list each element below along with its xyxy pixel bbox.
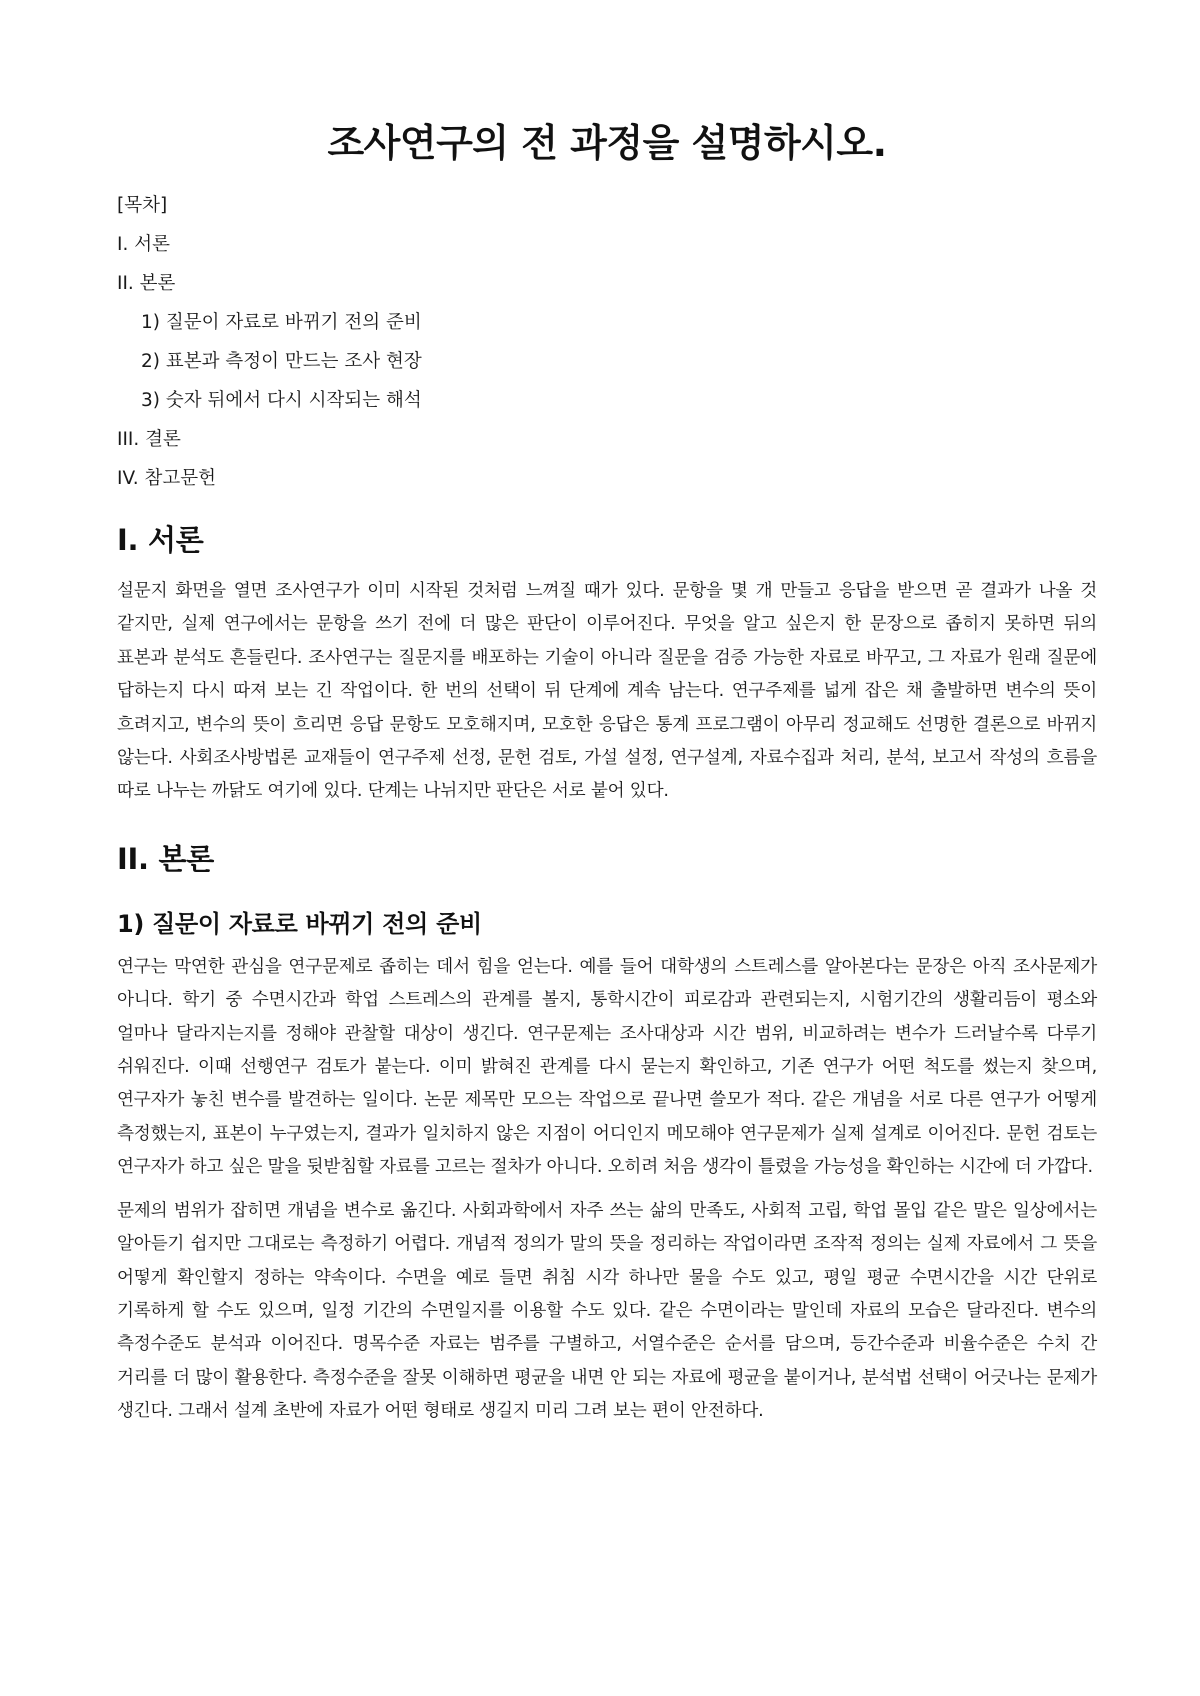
body-paragraph: 연구는 막연한 관심을 연구문제로 좁히는 데서 힘을 얻는다. 예를 들어 대학생의 스트레스를 알아본다는 문장은 아직 조사문제가 아니다. 학기 중 수면시간과 학업 스트레스의 관계를 볼지, 통학시간이 피로감과 관련되는지, 시험기간의 생활리듬이 평소와 얼마나 달라지는지를 정해야 관찰할 대상이 생긴다. 연구문제는 조사대상과 시간 범위, 비교하려는 변수가 드러날수록 다루기 쉬워진다. 이때 선행연구 검토가 붙는다. 이미 밝혀진 관계를 다시 묻는지 확인하고, 기존 연구가 어떤 척도를 썼는지 찾으며, 연구자가 놓친 변수를 발견하는 일이다. 논문 제목만 모으는 작업으로 끝나면 쓸모가 적다. 같은 개념을 서로 다른 연구가 어떻게 측정했는지, 표본이 누구였는지, 결과가 일치하지 않은 지점이 어디인지 메모해야 연구문제가 실제 설계로 이어진다. 문헌 검토는 연구자가 하고 싶은 말을 뒷받침할 자료를 고르는 절차가 아니다. 오히려 처음 생각이 틀렸을 가능성을 확인하는 시간에 더 가깝다. <box>117 956 1097 1178</box>
intro-paragraph: 설문지 화면을 열면 조사연구가 이미 시작된 것처럼 느껴질 때가 있다. 문항을 몇 개 만들고 응답을 받으면 곧 결과가 나올 것 같지만, 실제 연구에서는 문항을 쓰기 전에 더 많은 판단이 이루어진다. 무엇을 알고 싶은지 한 문장으로 좁히지 못하면 뒤의 표본과 분석도 흔들린다. 조사연구는 질문지를 배포하는 기술이 아니라 질문을 검증 가능한 자료로 바꾸고, 그 자료가 원래 질문에 답하는지 다시 따져 보는 긴 작업이다. 한 번의 선택이 뒤 단계에 계속 남는다. 연구주제를 넓게 잡은 채 출발하면 변수의 뜻이 흐려지고, 변수의 뜻이 흐리면 응답 문항도 모호해지며, 모호한 응답은 통계 프로그램이 아무리 정교해도 선명한 결론으로 바뀌지 않는다. 사회조사방법론 교재들이 연구주제 선정, 문헌 검토, 가설 설정, 연구설계, 자료수집과 처리, 분석, 보고서 작성의 흐름을 따로 나누는 까닭도 여기에 있다. 단계는 나뉘지만 판단은 서로 붙어 있다. <box>117 581 1097 802</box>
section-heading-body: II. 본론 <box>117 841 214 876</box>
toc-heading: [목차] <box>117 195 168 216</box>
subsection-heading-preparation: 1) 질문이 자료로 바뀌기 전의 준비 <box>117 909 482 938</box>
toc-item-body-sub1: 1) 질문이 자료로 바뀌기 전의 준비 <box>141 312 422 333</box>
toc-item-references: IV. 참고문헌 <box>117 468 216 489</box>
section-heading-intro: I. 서론 <box>117 523 204 557</box>
toc-item-body-sub2: 2) 표본과 측정이 만드는 조사 현장 <box>141 351 422 372</box>
document-title: 조사연구의 전 과정을 설명하시오. <box>327 121 887 165</box>
toc-item-intro: I. 서론 <box>117 234 170 255</box>
toc-item-body: II. 본론 <box>117 273 176 294</box>
toc-item-conclusion: III. 결론 <box>117 429 181 450</box>
body-paragraph: 문제의 범위가 잡히면 개념을 변수로 옮긴다. 사회과학에서 자주 쓰는 삶의 만족도, 사회적 고립, 학업 몰입 같은 말은 일상에서는 알아듣기 쉽지만 그대로는 측정하기 어렵다. 개념적 정의가 말의 뜻을 정리하는 작업이라면 조작적 정의는 실제 자료에서 그 뜻을 어떻게 확인할지 정하는 약속이다. 수면을 예로 들면 취침 시각 하나만 물을 수도 있고, 평일 평균 수면시간을 시간 단위로 기록하게 할 수도 있으며, 일정 기간의 수면일지를 이용할 수도 있다. 같은 수면이라는 말인데 자료의 모습은 달라진다. 변수의 측정수준도 분석과 이어진다. 명목수준 자료는 범주를 구별하고, 서열수준은 순서를 담으며, 등간수준과 비율수준은 수치 간 거리를 더 많이 활용한다. 측정수준을 잘못 이해하면 평균을 내면 안 되는 자료에 평균을 붙이거나, 분석법 선택이 어긋나는 문제가 생긴다. 그래서 설계 초반에 자료가 어떤 형태로 생길지 미리 그려 보는 편이 안전하다. <box>117 1200 1097 1422</box>
table-of-contents <box>117 193 1097 492</box>
toc-item-body-sub3: 3) 숫자 뒤에서 다시 시작되는 해석 <box>141 390 422 411</box>
